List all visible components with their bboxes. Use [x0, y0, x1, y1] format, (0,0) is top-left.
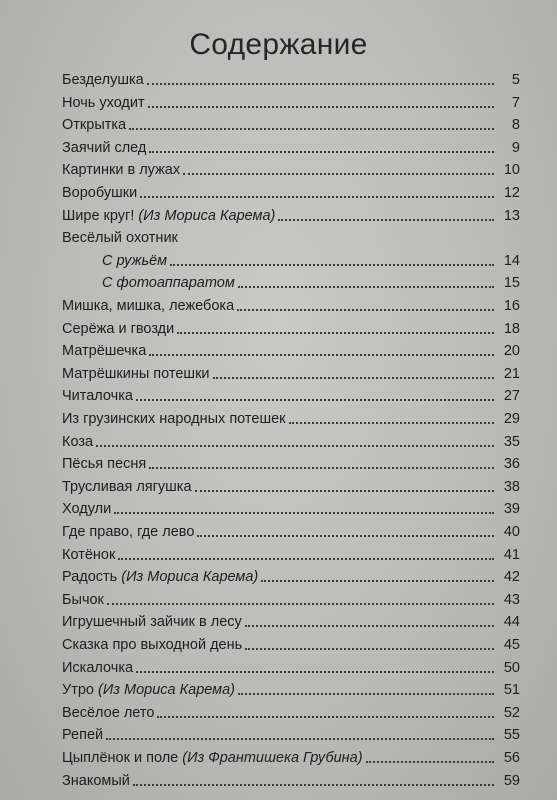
page-number: 13 — [503, 207, 520, 224]
entry-title — [62, 185, 137, 201]
page-number: 27 — [503, 388, 520, 405]
toc-entry — [62, 292, 520, 314]
page-number: 52 — [503, 704, 520, 721]
page-number: 8 — [511, 117, 520, 134]
entry-title — [62, 682, 235, 698]
page-number: 10 — [503, 162, 520, 179]
entry-title — [62, 501, 111, 517]
entry-source-note: (Из Мориса Карема) — [121, 569, 259, 586]
dot-leader — [106, 738, 494, 740]
entry-title — [62, 569, 258, 585]
page-number: 7 — [511, 94, 520, 111]
entry-title-text: Пёсья песня — [62, 456, 147, 473]
entry-title-text: Коза — [62, 433, 94, 450]
entry-title — [62, 479, 192, 495]
toc-entry — [62, 66, 520, 88]
dot-leader — [114, 512, 494, 514]
entry-title — [62, 298, 234, 314]
entry-title-text: Радость — [62, 569, 122, 586]
entry-title — [62, 547, 115, 563]
toc-entry — [62, 631, 520, 653]
toc-entry — [62, 450, 520, 472]
entry-title-text: Знакомый — [62, 772, 130, 789]
entry-title — [62, 162, 180, 178]
entry-title-text: Репей — [62, 727, 104, 744]
entry-title-text: Сказка про выходной день — [62, 637, 243, 653]
page-number: 20 — [503, 343, 520, 360]
entry-title-text: Матрёшкины потешки — [62, 365, 210, 382]
page-number: 42 — [503, 569, 520, 586]
entry-source-note: (Из Франтишека Грубина) — [182, 750, 363, 766]
page-number: 38 — [503, 478, 520, 495]
page-number: 9 — [511, 139, 520, 156]
page-number: 43 — [503, 591, 520, 608]
entry-title-text: Игрушечный зайчик в лесу — [62, 614, 242, 631]
entry-title — [62, 434, 93, 450]
dot-leader — [177, 332, 494, 334]
dot-leader — [278, 219, 494, 221]
entry-title — [62, 253, 167, 269]
page-number: 41 — [503, 546, 520, 563]
page-number: 36 — [503, 456, 520, 473]
entry-title-text: Ходули — [62, 501, 112, 518]
entry-title — [62, 705, 154, 721]
page-number: 56 — [503, 750, 520, 766]
entry-title — [62, 72, 144, 88]
dot-leader — [289, 422, 495, 424]
toc-entry — [62, 541, 520, 563]
page-title: Содержание — [189, 28, 368, 62]
page-number: 45 — [503, 637, 520, 653]
dot-leader — [170, 264, 494, 266]
toc-entry — [62, 767, 520, 789]
page-number: 59 — [503, 772, 520, 789]
entry-title-text: Трусливая лягушка — [62, 478, 192, 495]
entry-title-text: Искалочка — [62, 659, 134, 676]
toc-entry — [62, 156, 520, 178]
page-number: 55 — [503, 727, 520, 744]
dot-leader — [118, 558, 494, 560]
entry-title-text: Заячий след — [62, 139, 147, 156]
page-number: 21 — [503, 365, 520, 382]
toc-subentry — [62, 269, 520, 291]
dot-leader — [197, 535, 494, 537]
entry-title-text: Серёжа и гвозди — [62, 320, 175, 337]
entry-title-text: Где право, где лево — [62, 524, 195, 540]
entry-title — [62, 275, 235, 291]
entry-title-text: Воробушки — [62, 185, 138, 201]
entry-title — [62, 140, 146, 156]
entry-title-text: Открытка — [62, 117, 127, 134]
page-number: 35 — [503, 433, 520, 450]
page-number: 40 — [503, 524, 520, 540]
toc-entry — [62, 179, 520, 201]
toc-entry — [62, 608, 520, 630]
toc-entry — [62, 360, 520, 382]
dot-leader — [245, 625, 494, 627]
entry-title — [62, 321, 174, 337]
toc-entry — [62, 111, 520, 133]
dot-leader — [195, 490, 494, 492]
toc-entry — [62, 676, 520, 698]
toc-entry — [62, 654, 520, 676]
toc-subentry — [62, 247, 520, 269]
page-number: 15 — [503, 275, 520, 292]
page-number: 16 — [503, 298, 520, 314]
entry-source-note: (Из Мориса Карема) — [138, 207, 276, 224]
toc-entry — [62, 405, 520, 427]
dot-leader — [245, 648, 494, 650]
page-number: 5 — [511, 72, 520, 88]
entry-title — [62, 117, 126, 133]
toc-entry — [62, 428, 520, 450]
toc-entry — [62, 721, 520, 743]
page-number: 29 — [503, 411, 520, 427]
entry-title — [62, 614, 242, 630]
dot-leader — [213, 377, 494, 379]
dot-leader — [238, 286, 494, 288]
entry-title-text: Безделушка — [62, 72, 144, 88]
dot-leader — [107, 603, 494, 605]
toc-entry — [62, 224, 520, 246]
dot-leader — [238, 693, 494, 695]
toc-entry — [62, 89, 520, 111]
entry-title — [62, 637, 242, 653]
entry-title — [62, 524, 194, 540]
entry-title — [62, 727, 103, 743]
entry-title-text: С фотоаппаратом — [102, 275, 235, 292]
entry-title — [62, 95, 145, 111]
dot-leader — [96, 445, 494, 447]
page-number: 39 — [503, 501, 520, 518]
entry-title — [62, 230, 178, 246]
entry-title-text: Бычок — [62, 591, 104, 608]
entry-title — [62, 592, 104, 608]
dot-leader — [183, 173, 494, 175]
dot-leader — [149, 354, 494, 356]
entry-title — [62, 343, 146, 359]
toc-entry — [62, 518, 520, 540]
page-number: 18 — [503, 320, 520, 337]
dot-leader — [366, 761, 494, 763]
entry-title-text: Из грузинских народных потешек — [62, 411, 286, 427]
dot-leader — [136, 399, 494, 401]
entry-title — [62, 388, 133, 404]
dot-leader — [237, 309, 494, 311]
entry-source-note: (Из Мориса Карема) — [98, 682, 236, 699]
dot-leader — [136, 671, 494, 673]
entry-title-text: Картинки в лужах — [62, 162, 181, 179]
toc-entry — [62, 744, 520, 766]
dot-leader — [261, 580, 494, 582]
entry-title — [62, 773, 130, 789]
page-number: 50 — [503, 659, 520, 676]
toc-entry — [62, 382, 520, 404]
entry-title-text: Котёнок — [62, 546, 116, 563]
toc-entry — [62, 563, 520, 585]
entry-title — [62, 366, 210, 382]
toc-entry — [62, 202, 520, 224]
dot-leader — [129, 128, 494, 130]
entry-title-text: Весёлый охотник — [62, 230, 178, 247]
toc-entry — [62, 473, 520, 495]
toc-entry — [62, 134, 520, 156]
toc-entry — [62, 337, 520, 359]
toc-entry — [62, 495, 520, 517]
entry-title-text: Ночь уходит — [62, 94, 145, 111]
dot-leader — [133, 784, 494, 786]
page-number: 14 — [503, 252, 520, 269]
dot-leader — [140, 196, 494, 198]
entry-title-text: Цыплёнок и поле — [62, 750, 183, 766]
dot-leader — [157, 716, 494, 718]
dot-leader — [149, 467, 494, 469]
entry-title — [62, 456, 146, 472]
entry-title — [62, 411, 286, 427]
toc-entry — [62, 315, 520, 337]
entry-title-text: Утро — [62, 682, 99, 699]
entry-title — [62, 660, 133, 676]
entry-title — [62, 208, 275, 224]
entry-title-text: Мишка, мишка, лежебока — [62, 298, 235, 314]
toc-entry — [62, 586, 520, 608]
entry-title-text: Весёлое лето — [62, 704, 155, 721]
dot-leader — [147, 83, 494, 85]
entry-title-text: Матрёшечка — [62, 343, 147, 360]
page-number: 51 — [503, 682, 520, 699]
page-number: 12 — [503, 185, 520, 201]
dot-leader — [148, 106, 494, 108]
entry-title-text: Читалочка — [62, 388, 133, 405]
page-number: 44 — [503, 614, 520, 631]
dot-leader — [149, 151, 494, 153]
entry-title-text: Шире круг! — [62, 207, 139, 224]
toc-entry — [62, 699, 520, 721]
entry-title — [62, 750, 363, 766]
entry-title-text: С ружьём — [102, 252, 168, 269]
